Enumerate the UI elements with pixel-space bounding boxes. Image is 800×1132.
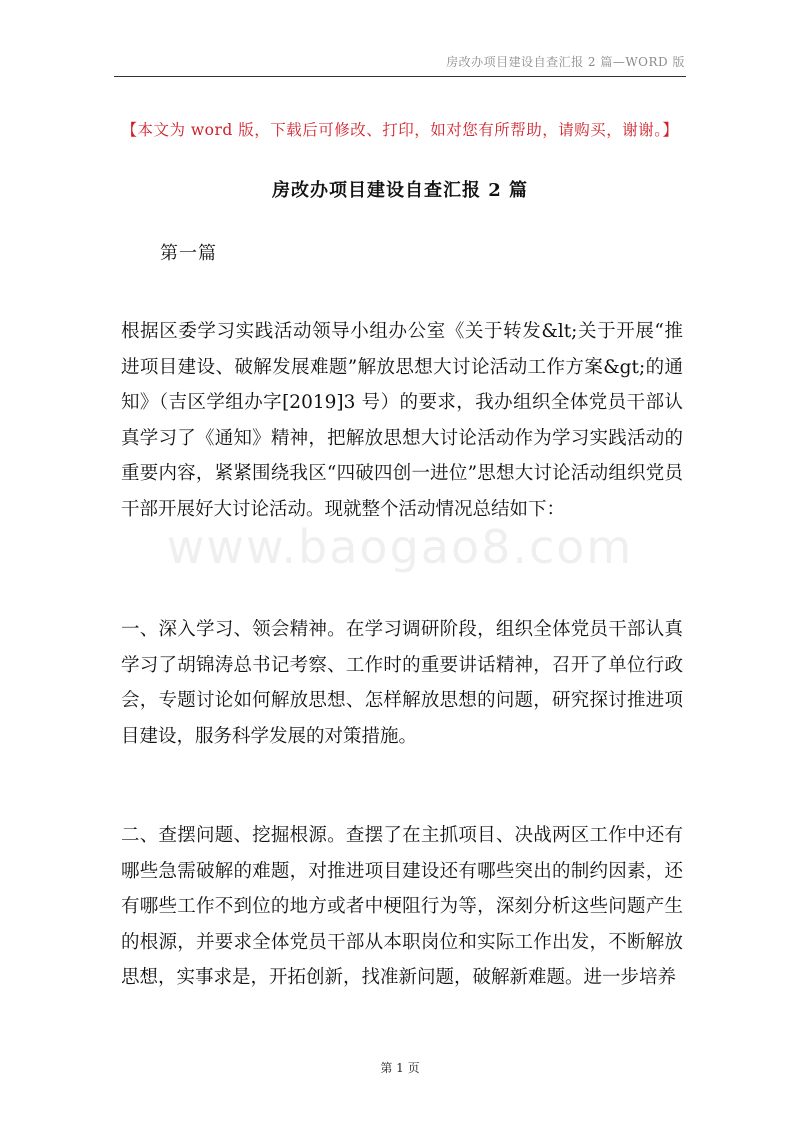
paragraph-intro: 根据区委学习实践活动领导小组办公室《关于转发&lt;关于开展“推进项目建设、破解发展难题”解放思想大讨论活动工作方案&gt;的通知》（吉区学组办字[2019]3 号）的要求，我办组织全体党员干部认真学习了《通知》精神，把解放思想大讨论活动作为学习实践活动的重要内容，紧紧围绕我区“四破四创一进位”思想大讨论活动组织党员干部开展好大讨论活动。现就整个活动情况总结如下：	[121, 321, 683, 520]
paragraph-study: 一、深入学习、领会精神。在学习调研阶段，组织全体党员干部认真学习了胡锦涛总书记考察、工作时的重要讲话精神，召开了单位行政会，专题讨论如何解放思想、怎样解放思想的问题，研究探讨推进项目建设，服务科学发展的对策措施。	[121, 619, 683, 747]
section-label: 第一篇	[160, 243, 217, 264]
watermark: www.baogao8.com	[166, 520, 634, 574]
document-title: 房改办项目建设自查汇报 2 篇	[271, 180, 529, 201]
paragraph-problems: 二、查摆问题、挖掘根源。查摆了在主抓项目、决战两区工作中还有哪些急需破解的难题，对推进项目建设还有哪些突出的制约因素，还有哪些工作不到位的地方或者中梗阻行为等，深刻分析这些问题产生的根源，并要求全体党员干部从本职岗位和实际工作出发，不断解放思想，实事求是，开拓创新，找准新问题，破解新难题。进一步培养	[121, 825, 683, 988]
running-header-title: 房改办项目建设自查汇报 2 篇—WORD 版	[446, 55, 685, 69]
purchase-notice: 【本文为 word 版，下载后可修改、打印，如对您有所帮助，请购买，谢谢。】	[121, 121, 679, 139]
page-number: 第 1 页	[380, 1061, 420, 1075]
header-divider	[114, 76, 686, 77]
